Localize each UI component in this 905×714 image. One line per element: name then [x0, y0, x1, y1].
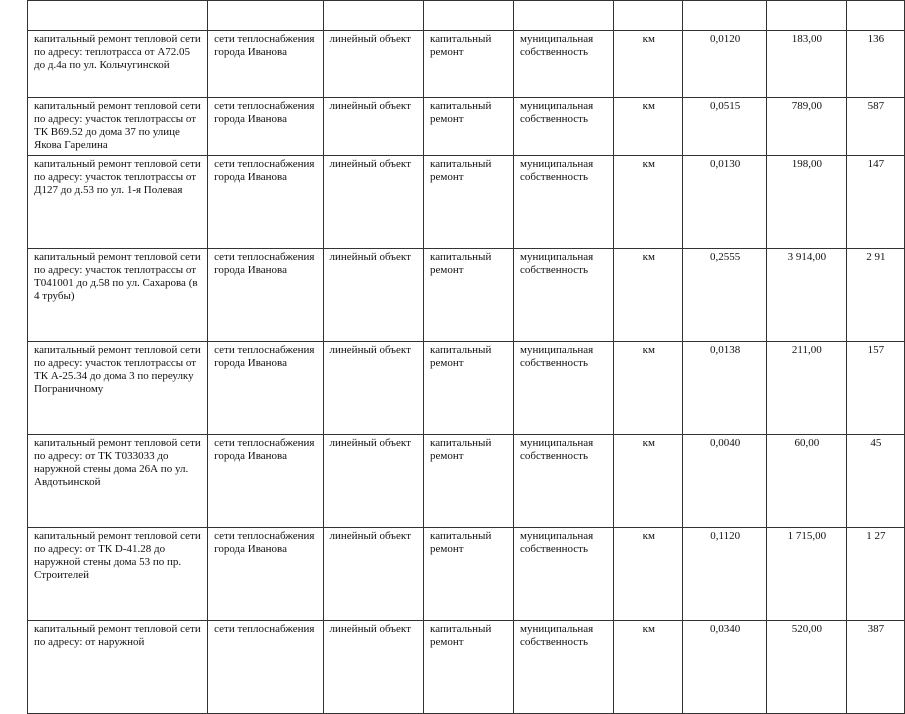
- cost-cell: 198,00: [766, 156, 846, 249]
- cost-cell: 520,00: [766, 621, 846, 714]
- unit-cell: км: [614, 435, 683, 528]
- object-type-cell: линейный объект: [323, 249, 424, 342]
- table-row: [28, 621, 905, 714]
- cost-extra-cell: 2 91: [846, 249, 904, 342]
- cost-extra-cell: 157: [846, 342, 904, 435]
- work-type-cell: капитальный ремонт: [424, 435, 514, 528]
- work-type-cell: капитальный ремонт: [424, 31, 514, 98]
- owner-cell: сети теплоснабжения: [208, 621, 323, 714]
- object-type-cell: линейный объект: [323, 621, 424, 714]
- cost-extra-cell: 387: [846, 621, 904, 714]
- quantity-cell: 0,2555: [683, 249, 767, 342]
- object-name-cell: капитальный ремонт тепловой сети по адресу: от ТК D-41.28 до наружной стены дома 53 по пр. Строителей: [28, 528, 208, 621]
- cost-cell: 211,00: [766, 342, 846, 435]
- owner-cell: сети теплоснабжения города Иванова: [208, 528, 323, 621]
- quantity-cell: 0,0340: [683, 621, 767, 714]
- cost-cell: 3 914,00: [766, 249, 846, 342]
- cost-cell: 183,00: [766, 31, 846, 98]
- work-type-cell: капитальный ремонт: [424, 621, 514, 714]
- quantity-cell: 0,0515: [683, 98, 767, 156]
- table-row-top: [28, 1, 905, 31]
- work-type-cell: капитальный ремонт: [424, 98, 514, 156]
- ownership-cell: муниципальная собственность: [514, 98, 614, 156]
- table-row: [28, 31, 905, 98]
- table-row: [28, 98, 905, 156]
- owner-cell: сети теплоснабжения города Иванова: [208, 31, 323, 98]
- cost-extra-cell: 45: [846, 435, 904, 528]
- unit-cell: км: [614, 249, 683, 342]
- cost-cell: 60,00: [766, 435, 846, 528]
- owner-cell: сети теплоснабжения города Иванова: [208, 249, 323, 342]
- unit-cell: км: [614, 342, 683, 435]
- object-name-cell: капитальный ремонт тепловой сети по адресу: теплотрасса от А72.05 до д.4а по ул. Кольчугинской: [28, 31, 208, 98]
- table-row: [28, 342, 905, 435]
- object-type-cell: линейный объект: [323, 156, 424, 249]
- capital-repair-table: [27, 0, 905, 714]
- table-row: [28, 249, 905, 342]
- object-name-cell: капитальный ремонт тепловой сети по адресу: участок теплотрассы от Т041001 до д.58 по ул. Сахарова (в 4 трубы): [28, 249, 208, 342]
- owner-cell: сети теплоснабжения города Иванова: [208, 156, 323, 249]
- work-type-cell: капитальный ремонт: [424, 156, 514, 249]
- quantity-cell: 0,0040: [683, 435, 767, 528]
- work-type-cell: капитальный ремонт: [424, 342, 514, 435]
- ownership-cell: муниципальная собственность: [514, 621, 614, 714]
- ownership-cell: муниципальная собственность: [514, 528, 614, 621]
- work-type-cell: капитальный ремонт: [424, 528, 514, 621]
- quantity-cell: 0,0130: [683, 156, 767, 249]
- unit-cell: км: [614, 98, 683, 156]
- object-type-cell: линейный объект: [323, 342, 424, 435]
- unit-cell: км: [614, 31, 683, 98]
- owner-cell: сети теплоснабжения города Иванова: [208, 342, 323, 435]
- ownership-cell: муниципальная собственность: [514, 156, 614, 249]
- object-type-cell: линейный объект: [323, 528, 424, 621]
- object-type-cell: линейный объект: [323, 435, 424, 528]
- object-name-cell: капитальный ремонт тепловой сети по адресу: от наружной: [28, 621, 208, 714]
- ownership-cell: муниципальная собственность: [514, 342, 614, 435]
- ownership-cell: муниципальная собственность: [514, 435, 614, 528]
- ownership-cell: муниципальная собственность: [514, 249, 614, 342]
- quantity-cell: 0,0138: [683, 342, 767, 435]
- object-name-cell: капитальный ремонт тепловой сети по адресу: участок теплотрассы от ТК А-25.34 до дома 3 по переулку Пограничному: [28, 342, 208, 435]
- quantity-cell: 0,0120: [683, 31, 767, 98]
- object-type-cell: линейный объект: [323, 98, 424, 156]
- work-type-cell: капитальный ремонт: [424, 249, 514, 342]
- ownership-cell: муниципальная собственность: [514, 31, 614, 98]
- cost-extra-cell: 587: [846, 98, 904, 156]
- owner-cell: сети теплоснабжения города Иванова: [208, 98, 323, 156]
- cost-extra-cell: 136: [846, 31, 904, 98]
- object-type-cell: линейный объект: [323, 31, 424, 98]
- cost-cell: 789,00: [766, 98, 846, 156]
- cost-extra-cell: 1 27: [846, 528, 904, 621]
- table-row: [28, 156, 905, 249]
- owner-cell: сети теплоснабжения города Иванова: [208, 435, 323, 528]
- object-name-cell: капитальный ремонт тепловой сети по адресу: участок теплотрассы от Д127 до д.53 по ул. 1-я Полевая: [28, 156, 208, 249]
- quantity-cell: 0,1120: [683, 528, 767, 621]
- unit-cell: км: [614, 621, 683, 714]
- cost-extra-cell: 147: [846, 156, 904, 249]
- table-row: [28, 528, 905, 621]
- unit-cell: км: [614, 156, 683, 249]
- unit-cell: км: [614, 528, 683, 621]
- table-row: [28, 435, 905, 528]
- object-name-cell: капитальный ремонт тепловой сети по адресу: от ТК Т033033 до наружной стены дома 26А по ул. Авдотьинской: [28, 435, 208, 528]
- cost-cell: 1 715,00: [766, 528, 846, 621]
- object-name-cell: капитальный ремонт тепловой сети по адресу: участок теплотрассы от ТК В69.52 до дома 37 по улице Якова Гарелина: [28, 98, 208, 156]
